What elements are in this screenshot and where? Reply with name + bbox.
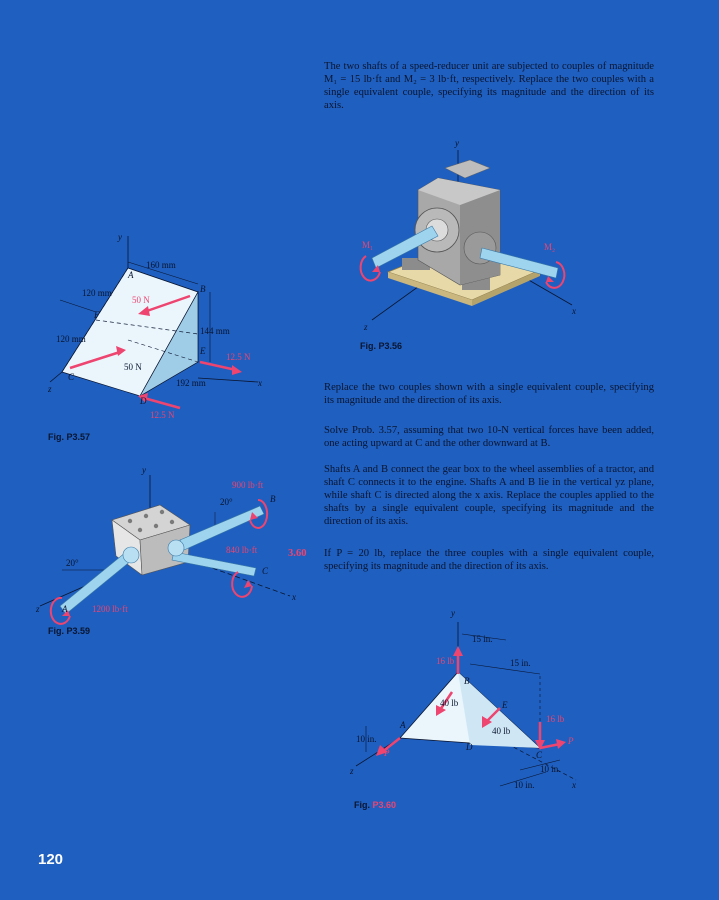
fig-p3-59-moment-1200: 1200 lb·ft xyxy=(92,604,128,614)
fig-p3-59-x-label: x xyxy=(292,592,296,602)
fig-p3-60-point-d: D xyxy=(466,742,473,752)
fig-p3-57-dim-120-side: 120 mm xyxy=(56,334,86,344)
fig-p3-60-force-40lb-b: 40 lb xyxy=(492,726,511,736)
fig-p3-56-m1-label: M₁ xyxy=(362,240,374,250)
problem-3-57-text: Replace the two couples shown with a single equivalent couple, specifying its magnitude and the direction of its axis. xyxy=(324,382,654,406)
fig-p3-60-caption-prefix: Fig. xyxy=(354,800,370,810)
fig-p3-60-dim-15-a: 15 in. xyxy=(472,634,493,644)
fig-p3-57-point-a: A xyxy=(128,270,134,280)
fig-p3-57-force-50n-top: 50 N xyxy=(132,295,150,305)
fig-p3-57-point-d: D xyxy=(140,396,147,406)
fig-p3-57-dim-144: 144 mm xyxy=(200,326,230,336)
fig-p3-59-point-b: B xyxy=(270,494,276,504)
fig-p3-60-point-b: B xyxy=(464,676,470,686)
fig-p3-57-point-c: C xyxy=(68,372,75,382)
fig-p3-60-force-p-a: P xyxy=(384,748,390,758)
fig-p3-59-caption: Fig. P3.59 xyxy=(48,626,91,636)
fig-p3-59-z-label: z xyxy=(36,604,40,614)
fig-p3-57-x-label: x xyxy=(258,378,262,388)
problem-3-60-number: 3.60 xyxy=(288,548,307,559)
fig-p3-57-force-50n-bottom: 50 N xyxy=(124,362,142,372)
page-number: 120 xyxy=(38,851,64,868)
problem-3-60-text: If P = 20 lb, replace the three couples with a single equivalent couple, specifying its magnitude and the direction of its axis. xyxy=(324,548,654,572)
problem-3-56-text: The two shafts of a speed-reducer unit are subjected to couples of magnitude M₁ = 15 lb·ft and M₂ = 3 lb·ft, respectively. Replace the two couples with a single equivalent couple, specifying its magnitude and the direction of its axis. xyxy=(324,61,654,111)
fig-p3-59-moment-840: 840 lb·ft xyxy=(226,545,258,555)
fig-p3-60-dim-10-c: 10 in. xyxy=(514,780,535,790)
fig-p3-60-dim-10-b: 10 in. xyxy=(540,764,561,774)
fig-p3-57-dim-160: 160 mm xyxy=(146,260,176,270)
fig-p3-59-angle-b: 20° xyxy=(220,497,233,507)
problem-3-59-text: Shafts A and B connect the gear box to the wheel assemblies of a tractor, and shaft C connects it to the engine. Shafts A and B lie in the vertical yz plane, while shaft C is directed along the x axis. Replace the couples applied to the shafts by a single equivalent couple, specifying its magnitude and the direction of its axis. xyxy=(324,464,654,527)
fig-p3-60-caption-number: P3.60 xyxy=(372,800,397,810)
fig-p3-57-point-e: E xyxy=(200,346,206,356)
fig-p3-57-dim-120-top: 120 mm xyxy=(82,288,112,298)
problem-3-58-text: Solve Prob. 3.57, assuming that two 10-N vertical forces have been added, one acting upward at C and the other downward at B. xyxy=(324,425,654,449)
fig-p3-56-caption: Fig. P3.56 xyxy=(360,341,403,351)
fig-p3-60-force-40lb-a: 40 lb xyxy=(440,698,459,708)
fig-p3-57-point-b: B xyxy=(200,284,206,294)
fig-p3-56-y-label: y xyxy=(455,138,459,148)
fig-p3-56-x-label: x xyxy=(572,306,576,316)
fig-p3-60-y-label: y xyxy=(451,608,455,618)
fig-p3-60-caption xyxy=(354,800,396,810)
fig-p3-60-point-c: C xyxy=(536,750,543,760)
fig-p3-57-point-f: F xyxy=(94,310,100,320)
fig-p3-60-dim-10-a: 10 in. xyxy=(356,734,377,744)
fig-p3-60-force-p-c: P xyxy=(568,736,574,746)
fig-p3-60-z-label: z xyxy=(350,766,354,776)
fig-p3-57-force-12-5n-e: 12.5 N xyxy=(226,352,251,362)
fig-p3-59-y-label: y xyxy=(142,465,146,475)
fig-p3-60-x-label: x xyxy=(572,780,576,790)
fig-p3-57-force-12-5n-d: 12.5 N xyxy=(150,410,175,420)
fig-p3-60-force-16lb-c: 16 lb xyxy=(546,714,565,724)
fig-p3-59-moment-900: 900 lb·ft xyxy=(232,480,264,490)
fig-p3-56-m2-label: M₂ xyxy=(544,242,556,252)
fig-p3-60-force-16lb-b: 16 lb xyxy=(436,656,455,666)
fig-p3-57-dim-192: 192 mm xyxy=(176,378,206,388)
fig-p3-60-point-a: A xyxy=(400,720,406,730)
fig-p3-57-z-label: z xyxy=(48,384,52,394)
fig-p3-56-z-label: z xyxy=(364,322,368,332)
fig-p3-59-point-a: A xyxy=(62,604,68,614)
fig-p3-57-y-label: y xyxy=(118,232,122,242)
fig-p3-59-angle-a: 20° xyxy=(66,558,79,568)
fig-p3-60-dim-15-b: 15 in. xyxy=(510,658,531,668)
fig-p3-60-point-e: E xyxy=(502,700,508,710)
fig-p3-59-point-c: C xyxy=(262,566,269,576)
fig-p3-57-caption: Fig. P3.57 xyxy=(48,432,91,442)
